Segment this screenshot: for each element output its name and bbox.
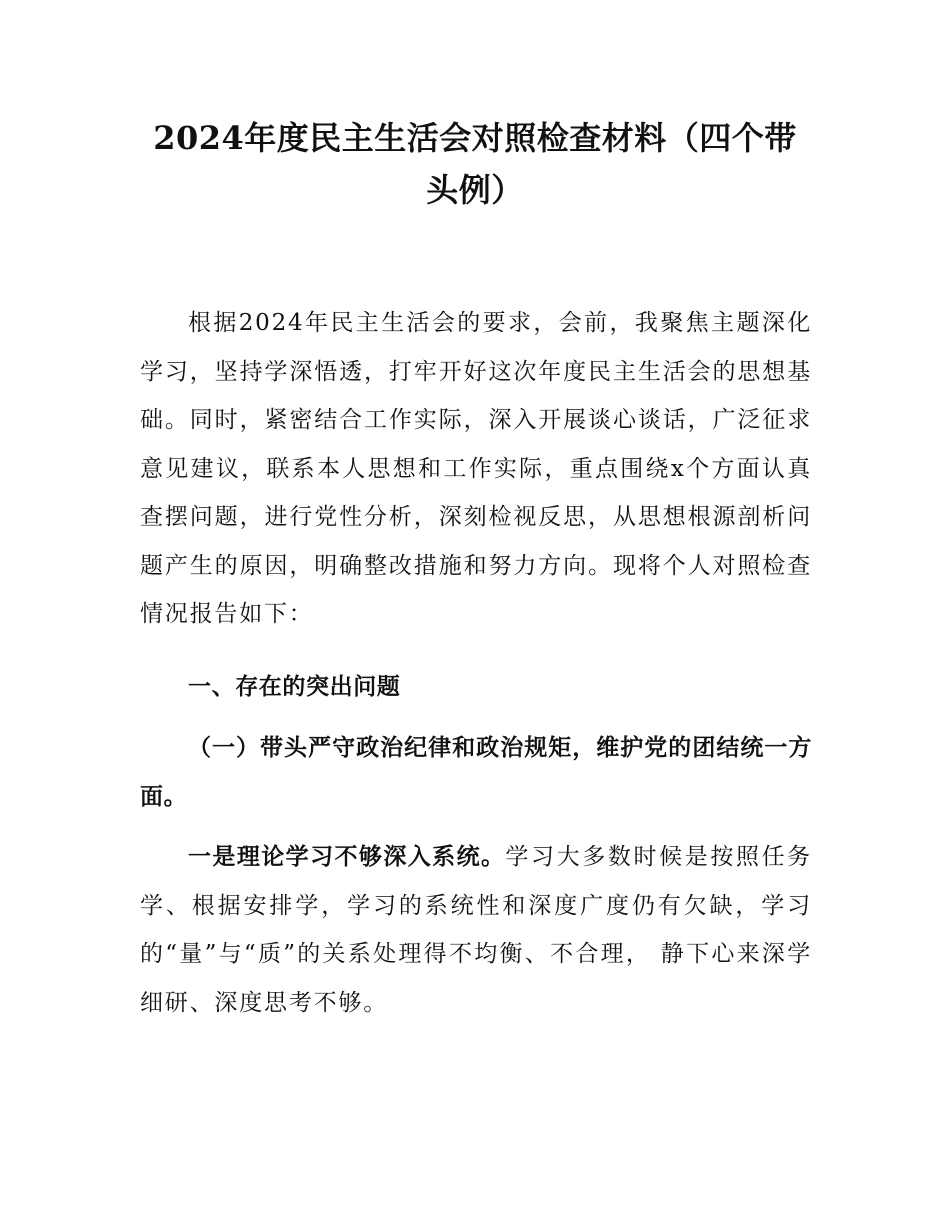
item-lead: 一是理论学习不够深入系统。 [188,844,506,870]
subsection-heading: （一）带头严守政治纪律和政治规矩，维护党的团结统一方面。 [140,735,812,810]
document-title [140,112,810,216]
intro-paragraph: 根据2024年民主生活会的要求，会前，我聚焦主题深化学习，坚持学深悟透，打牢开好这次年度民主生活会的思想基础。同时，紧密结合工作实际，深入开展谈心谈话，广泛征求意见建议，联系本人思想和工作实际，重点围绕x个方面认真查摆问题，进行党性分析，深刻检视反思，从思想根源剖析问题产生的原因，明确整改措施和努力方向。现将个人对照检查情况报告如下： [140,310,812,627]
title-line-1: 2024年度民主生活会对照检查材料（四个带 [153,119,797,157]
title-line-2: 头例） [426,171,524,209]
item-body: 学习大多数时候是按照任务学、根据安排学，学习的系统性和深度广度仍有欠缺，学习的“量”与“质”的关系处理得不均衡、不合理， 静下心来深学细研、深度思考不够。 [140,844,812,1016]
section-heading: 一、存在的突出问题 [188,674,401,700]
item-paragraph [140,833,812,1027]
